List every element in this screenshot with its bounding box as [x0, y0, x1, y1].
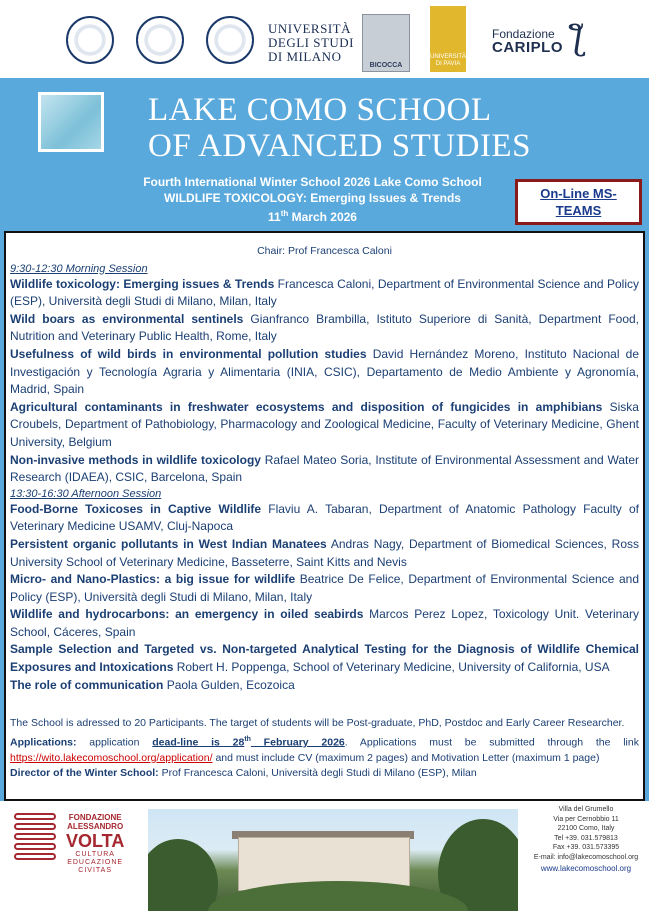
cariplo-mark-icon: ƪ [572, 18, 584, 58]
participants-text: The School is adressed to 20 Participants. The target of students will be Post-graduate, PhD, Postdoc and Early Career Researcher. [10, 717, 625, 730]
cariplo-logo [492, 28, 563, 55]
insubria-logo [136, 16, 184, 64]
talk-speaker: Siska Croubels, Department of Pathobiology, Pharmacology and Zoological Medicine, Faculty of Veterinary Medicine, Ghent University, Belgium [10, 399, 639, 449]
talk-item [10, 606, 639, 641]
contact-line2: Via per Cernobbio 11 [553, 815, 619, 823]
pavia-logo [430, 6, 466, 72]
talk-speaker: Gianfranco Brambilla, Istituto Superiore di Sanità, Department Food, Nutrition and Veterinary Public Health, Rome, Italy [10, 311, 639, 344]
contact-info [528, 805, 644, 874]
talk-title: Agricultural contaminants in freshwater ecosystems and disposition of fungicides in amphibians [10, 399, 603, 414]
deadline-end: February 2026 [250, 736, 345, 749]
date-rest: March 2026 [288, 210, 357, 224]
talk-speaker: Rafael Mateo Soria, Institute of Environmental Assessment and Water Research (IDAEA), CSIC, Barcelona, Spain [10, 452, 639, 485]
talk-title: The role of communication [10, 677, 164, 692]
talk-item [10, 571, 639, 606]
online-teams-link[interactable]: On-Line MS-TEAMS [515, 179, 642, 225]
talk-speaker: Francesca Caloni, Department of Environmental Science and Policy (ESP), Università degli Studi di Milano, Milan, Italy [10, 276, 639, 309]
volta-line1: FONDAZIONE [68, 813, 122, 822]
talk-item [10, 276, 639, 311]
volta-line4: CULTURA [75, 851, 115, 858]
talk-speaker: Flaviu A. Tabaran, Department of Anatomic Pathology Faculty of Veterinary Medicine USAMV, Cluj-Napoca [10, 501, 639, 534]
talk-title: Persistent organic pollutants in West Indian Manatees [10, 536, 327, 551]
pavia-label: UNIVERSITÀ DI PAVIA [430, 54, 467, 67]
subheader-line1: Fourth International Winter School 2026 Lake Como School [143, 175, 482, 189]
cariplo-line1: Fondazione [492, 27, 555, 41]
talk-title: Wildlife and hydrocarbons: an emergency in oiled seabirds [10, 607, 364, 622]
footer [0, 801, 649, 911]
unimi-logo-text [268, 22, 354, 64]
bicocca-label: BICOCCA [369, 62, 403, 69]
unimi-seal-logo [206, 16, 254, 64]
talk-title: Usefulness of wild birds in environmental pollution studies [10, 346, 367, 361]
talk-item [10, 311, 639, 346]
deadline-text: dead-line is 28 [152, 736, 245, 749]
volta-line6: CIVITAS [78, 867, 113, 874]
title-line1: LAKE COMO SCHOOL [148, 92, 492, 128]
talk-item [10, 346, 639, 399]
talk-item [10, 452, 639, 487]
talk-title: Non-invasive methods in wildlife toxicology [10, 452, 261, 467]
volta-logo-text [66, 813, 124, 875]
contact-line5: Fax +39. 031.573395 [552, 844, 620, 851]
applications-text3: and must include CV (maximum 2 pages) and Motivation Letter (maximum 1 page) [212, 751, 600, 764]
title-line2: OF ADVANCED STUDIES [148, 128, 531, 164]
program-box [4, 231, 645, 801]
applications-text1: application [76, 736, 153, 749]
contact-line4: Tel +39. 031.579813 [554, 834, 618, 842]
talk-speaker: Andras Nagy, Department of Biomedical Sciences, Ross University School of Veterinary Medicine, Basseterre, Saint Kitts and Nevis [10, 536, 639, 569]
morning-talk-list [10, 276, 639, 487]
talk-speaker: Marcos Perez Lopez, Toxicology Unit. Veterinary School, Cáceres, Spain [10, 607, 640, 639]
cariplo-line2: CARIPLO [492, 39, 563, 56]
date-day: 11 [268, 210, 281, 224]
talk-speaker: David Hernández Moreno, Instituto Nacional de Investigación y Tecnología Agraria y Alimentaria (INIA, CSIC), Departamento de Medio Ambiente y Agronomía, Madrid, Spain [10, 346, 639, 397]
date-suffix: th [280, 209, 289, 218]
talk-item [10, 501, 639, 536]
deadline-sup: th [244, 735, 251, 743]
volta-rings-icon [14, 813, 56, 867]
director-label: Director of the Winter School: [10, 767, 159, 780]
talk-title: Food-Borne Toxicoses in Captive Wildlife [10, 501, 262, 516]
contact-line1: Villa del Grumello [558, 806, 614, 813]
talk-item [10, 677, 639, 695]
talk-item [10, 641, 639, 676]
talk-item [10, 399, 639, 452]
afternoon-talk-list [10, 501, 639, 695]
talk-speaker: Paola Gulden, Ecozoica [163, 677, 295, 692]
talk-item [10, 536, 639, 571]
talk-speaker: Robert H. Poppenga, School of Veterinary Medicine, University of California, USA [173, 660, 610, 675]
politecnico-seal-logo [66, 16, 114, 64]
bicocca-logo [362, 14, 410, 72]
contact-line3: 22100 Como, Italy [557, 825, 615, 832]
unimi-line3: DI MILANO [268, 49, 342, 64]
school-title [148, 92, 531, 164]
volta-line2: ALESSANDRO [67, 822, 124, 831]
contact-line6: E-mail: info@lakecomoschool.org [533, 853, 639, 861]
afternoon-session-label: 13:30-16:30 Afternoon Session [10, 487, 162, 500]
applications-text [10, 732, 639, 767]
unimi-line2: DEGLI STUDI [268, 35, 355, 50]
talk-title: Micro- and Nano-Plastics: a big issue for wildlife [10, 572, 296, 587]
logo-bar [0, 0, 649, 78]
talk-title: Sample Selection and Targeted vs. Non-targeted Analytical Testing for the Diagnosis of Wildlife Chemical Exposures and Intoxications [10, 642, 639, 675]
volta-line5: EDUCAZIONE [67, 859, 124, 866]
info-note [10, 716, 639, 782]
morning-session-label: 9:30-12:30 Morning Session [10, 262, 148, 275]
director-name: Prof Francesca Caloni, Università degli Studi di Milano (ESP), Milan [158, 767, 477, 780]
unimi-line1: UNIVERSITÀ [268, 21, 351, 36]
talk-speaker: Beatrice De Felice, Department of Environmental Science and Policy (ESP), Università degli Studi di Milano, Milan, Italy [10, 572, 639, 604]
website-link[interactable]: www.lakecomoschool.org [540, 864, 632, 873]
talk-title: Wildlife toxicology: Emerging issues & Trends [10, 276, 275, 291]
volta-line3: VOLTA [66, 831, 125, 851]
applications-text2: . Applications must be submitted through the link [344, 736, 639, 749]
application-link[interactable]: https://wito.lakecomoschool.org/application/ [10, 751, 213, 764]
talk-title: Wild boars as environmental sentinels [10, 311, 244, 326]
chair-line: Chair: Prof Francesca Caloni [257, 245, 392, 257]
director-text [10, 766, 639, 782]
villa-photo [148, 809, 518, 911]
applications-label: Applications: [10, 736, 77, 749]
school-emblem-image [38, 92, 104, 152]
subheader-line2: WILDLIFE TOXICOLOGY: Emerging Issues & Trends [164, 191, 461, 205]
